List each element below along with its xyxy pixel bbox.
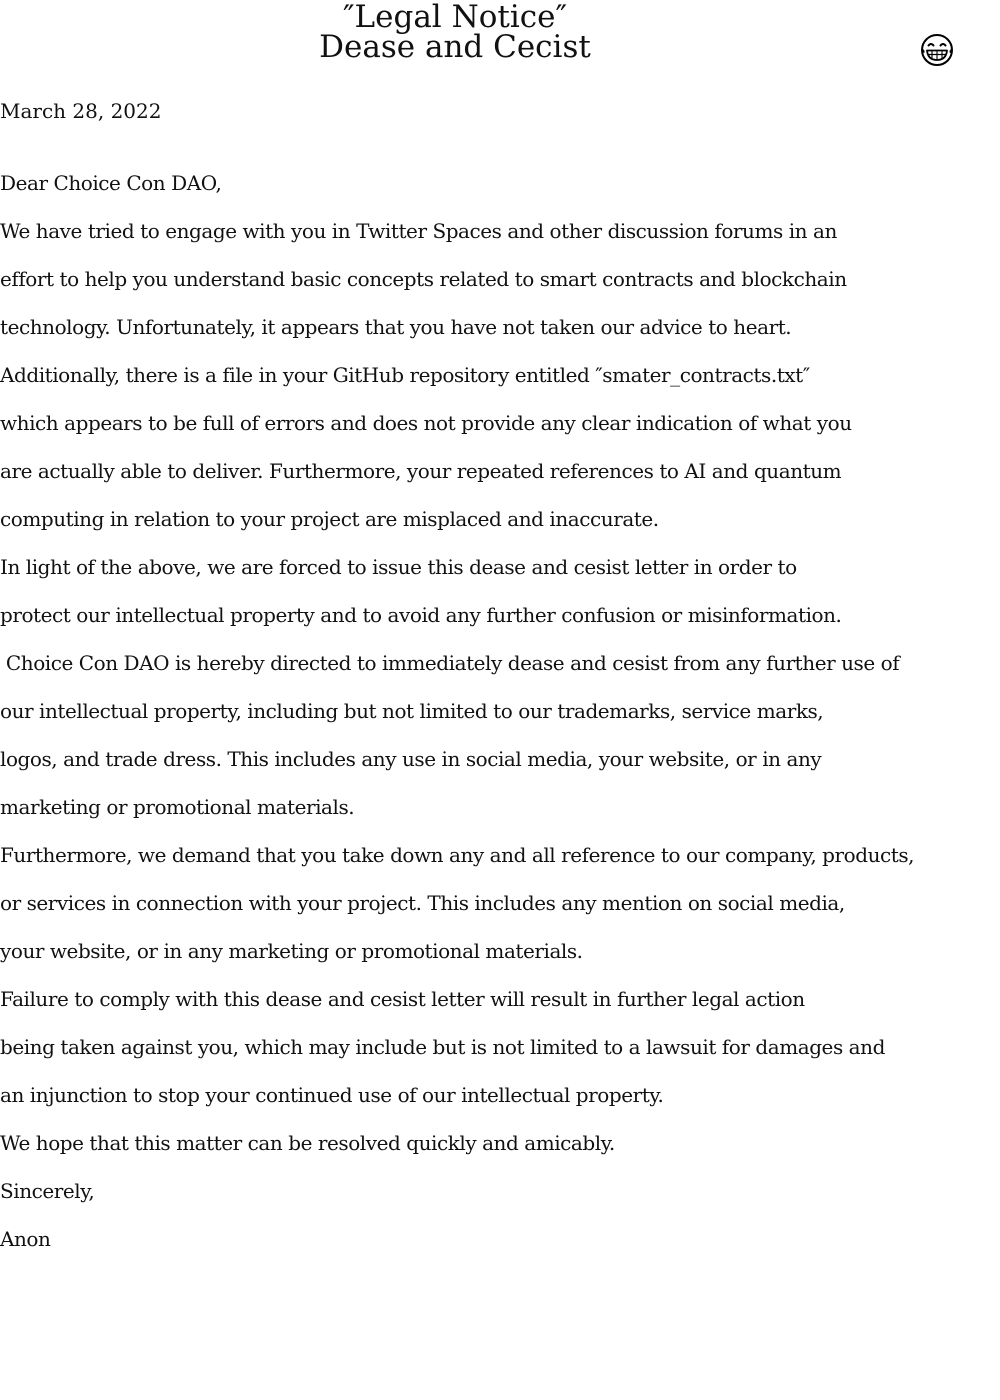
letter-body xyxy=(0,168,1000,1272)
letter-line: Dear Choice Con DAO, xyxy=(0,171,222,195)
letter-line: Furthermore, we demand that you take down any and all reference to our company, products, xyxy=(0,843,915,867)
grinning-face-with-sweat-icon xyxy=(920,33,954,67)
letter-line: Failure to comply with this dease and cesist letter will result in further legal action xyxy=(0,987,805,1011)
letter-line: an injunction to stop your continued use of our intellectual property. xyxy=(0,1083,664,1107)
letter-header xyxy=(0,0,910,65)
letter-line: or services in connection with your project. This includes any mention on social media, xyxy=(0,891,845,915)
letter-subtitle: Dease and Cecist xyxy=(319,29,591,65)
letter-line: We have tried to engage with you in Twitter Spaces and other discussion forums in an xyxy=(0,219,837,243)
letter-date: March 28, 2022 xyxy=(0,99,162,123)
letter-line: our intellectual property, including but not limited to our trademarks, service marks, xyxy=(0,699,824,723)
letter-line: Sincerely, xyxy=(0,1179,95,1203)
letter-line: Additionally, there is a file in your GitHub repository entitled ″smater_contracts.txt″ xyxy=(0,363,810,387)
letter-title: ″Legal Notice″ xyxy=(342,0,568,35)
letter-line: are actually able to deliver. Furthermore, your repeated references to AI and quantum xyxy=(0,459,842,483)
letter-line: computing in relation to your project are misplaced and inaccurate. xyxy=(0,507,659,531)
letter-line: which appears to be full of errors and does not provide any clear indication of what you xyxy=(0,411,852,435)
letter-line: We hope that this matter can be resolved quickly and amicably. xyxy=(0,1131,615,1155)
letter-line: logos, and trade dress. This includes any use in social media, your website, or in any xyxy=(0,747,822,771)
letter-line: protect our intellectual property and to avoid any further confusion or misinformation. xyxy=(0,603,842,627)
letter-line: being taken against you, which may include but is not limited to a lawsuit for damages and xyxy=(0,1035,885,1059)
letter-line: your website, or in any marketing or promotional materials. xyxy=(0,939,583,963)
letter-line: Anon xyxy=(0,1227,51,1251)
letter-line: technology. Unfortunately, it appears that you have not taken our advice to heart. xyxy=(0,315,792,339)
letter-line: effort to help you understand basic concepts related to smart contracts and blockchain xyxy=(0,267,847,291)
letter-line: Choice Con DAO is hereby directed to immediately dease and cesist from any further use of xyxy=(0,651,900,675)
letter-line: marketing or promotional materials. xyxy=(0,795,355,819)
letter-line: In light of the above, we are forced to issue this dease and cesist letter in order to xyxy=(0,555,797,579)
